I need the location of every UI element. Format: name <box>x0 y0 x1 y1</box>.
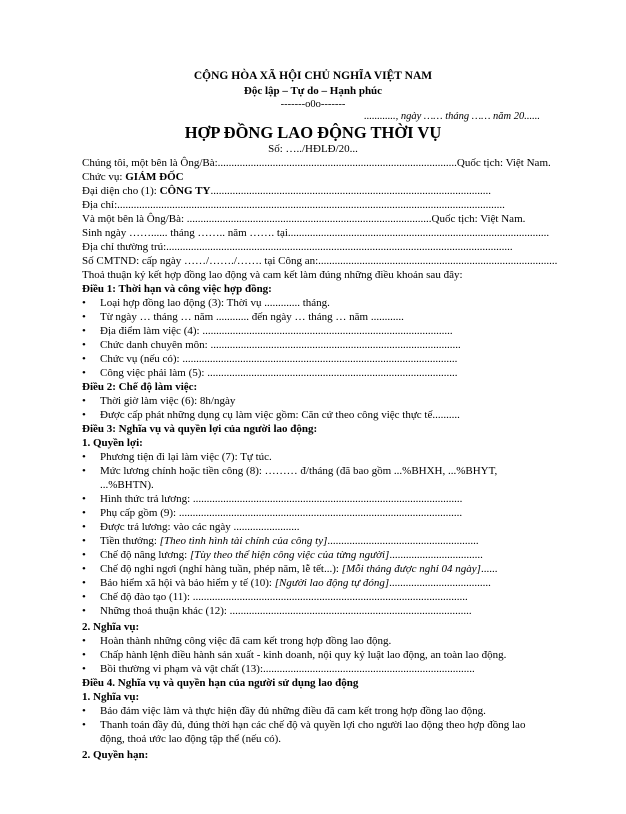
list-item: • Bảo đảm việc làm và thực hiện đầy đủ những điều đã cam kết trong hợp đồng lao động. <box>100 704 486 718</box>
rights-heading: 1. Quyền lợi: <box>82 437 143 449</box>
insurance-dots: ..................................... <box>389 577 491 589</box>
list-item: • Từ ngày … tháng … năm ............ đến ngày … tháng … năm ............ <box>100 310 404 324</box>
bonus-label: Tiền thưởng: <box>100 535 160 547</box>
article-2-heading: Điều 2: Chế độ làm việc: <box>82 381 198 393</box>
article-4-heading: Điều 4. Nghĩa vụ và quyền hạn của người sử dụng lao động <box>82 677 359 689</box>
list-item: • Hình thức trả lương: .................................................................................................. <box>100 492 462 506</box>
leave-dots: ...... <box>480 563 498 575</box>
representative-label: Đại diện cho (1): <box>82 185 160 197</box>
residence-line: Địa chỉ thường trú:.............................................................................................................................. <box>82 241 513 253</box>
contract-title: HỢP ĐỒNG LAO ĐỘNG THỜI VỤ <box>184 123 442 142</box>
list-item: • Chế độ đào tạo (11): .................................................................................................... <box>100 590 468 604</box>
representative-dots: ...................................................................................................... <box>210 185 491 197</box>
article-3-heading: Điều 3: Nghĩa vụ và quyền lợi của người lao động: <box>82 423 318 435</box>
salary-continuation: ...%BHTN). <box>100 479 154 491</box>
article-1-heading: Điều 1: Thời hạn và công việc hợp đồng: <box>82 283 272 295</box>
bonus-note: [Theo tình hình tài chính của công ty] <box>159 535 328 547</box>
list-item: • Thời giờ làm việc (6): 8h/ngày <box>100 394 235 408</box>
list-item: • Công việc phải làm (5): ........................................................................................... <box>100 366 457 380</box>
list-item: • Chấp hành lệnh điều hành sản xuất - kinh doanh, nội quy kỷ luật lao động, an toàn lao động. <box>100 648 506 662</box>
employer-duties-heading: 1. Nghĩa vụ: <box>82 691 140 703</box>
list-item: • Phương tiện đi lại làm việc (7): Tự túc. <box>100 450 272 464</box>
list-item: • Mức lương chính hoặc tiền công (8): ……… đ/tháng (đã bao gồm ...%BHXH, ...%BHYT, <box>100 464 497 478</box>
raise-dots: .................................. <box>389 549 483 561</box>
contract-number: Số: …../HĐLĐ/20... <box>268 143 358 155</box>
representative-value: CÔNG TY <box>159 185 211 197</box>
list-item: • Chức vụ (nếu có): .................................................................................................... <box>100 352 457 366</box>
date-line: ............, ngày …… tháng …… năm 20...... <box>364 111 540 122</box>
nation-title: CỘNG HÒA XÃ HỘI CHỦ NGHĨA VIỆT NAM <box>193 70 433 82</box>
list-item: • Bồi thường vi phạm và vật chất (13):............................................................................. <box>100 662 475 676</box>
list-item <box>100 562 497 576</box>
list-item: • Chức danh chuyên môn: ........................................................................................... <box>100 338 461 352</box>
bonus-dots: ....................................................... <box>327 535 479 547</box>
payment-continuation: động, thoả ước lao động tập thể (nếu có). <box>100 733 282 745</box>
position-line <box>82 170 184 184</box>
leave-note: [Mỗi tháng được nghỉ 04 ngày] <box>341 563 481 575</box>
id-card-line: Số CMTND: cấp ngày ……/……./……. tại Công an:....................................................................................... <box>82 255 558 267</box>
list-item <box>100 534 479 548</box>
representative-line <box>82 184 491 198</box>
duties-heading: 2. Nghĩa vụ: <box>82 621 140 633</box>
insurance-note: [Người lao động tự đóng] <box>274 577 390 589</box>
list-item: • Địa điểm làm việc (4): ........................................................................................... <box>100 324 453 338</box>
insurance-label: Bảo hiểm xã hội và bảo hiểm y tế (10): <box>100 577 275 589</box>
position-value: GIÁM ĐỐC <box>125 171 184 183</box>
list-item: • Phụ cấp gồm (9): ....................................................................................................... <box>100 506 462 520</box>
list-item: • Thanh toán đầy đủ, đúng thời hạn các chế độ và quyền lợi cho người lao động theo hợp đồng lao <box>100 718 525 732</box>
address-line: Địa chỉ:............................................................................................................................................. <box>82 199 505 211</box>
list-item: • Được cấp phát những dụng cụ làm việc gồm: Căn cứ theo công việc thực tế.......... <box>100 408 460 422</box>
raise-note: [Tùy theo thể hiện công việc của từng người] <box>190 549 390 561</box>
party-b-line: Và một bên là Ông/Bà: .........................................................................................Quốc tịch: Việt Nam. <box>82 213 526 225</box>
list-item: • Loại hợp đồng lao động (3): Thời vụ ............. tháng. <box>100 296 330 310</box>
list-item: • Những thoả thuận khác (12): ........................................................................................ <box>100 604 472 618</box>
party-a-line: Chúng tôi, một bên là Ông/Bà:.......................................................................................Quốc tịch: Việt Nam. <box>82 157 551 169</box>
header-separator: -------o0o------- <box>280 99 346 110</box>
list-item <box>100 548 483 562</box>
list-item <box>100 576 491 590</box>
birth-line: Sinh ngày ……...... tháng …….. năm ……. tại............................................................................................... <box>82 227 550 239</box>
raise-label: Chế độ nâng lương: <box>100 549 190 561</box>
employer-rights-heading: 2. Quyền hạn: <box>82 749 149 761</box>
list-item: • Được trả lương: vào các ngày ........................ <box>100 520 300 534</box>
agreement-line: Thoả thuận ký kết hợp đồng lao động và cam kết làm đúng những điều khoản sau đây: <box>82 269 463 281</box>
national-motto: Độc lập – Tự do – Hạnh phúc <box>243 85 383 97</box>
position-label: Chức vụ: <box>82 171 126 183</box>
list-item: • Hoàn thành những công việc đã cam kết trong hợp đồng lao động. <box>100 634 391 648</box>
leave-label: Chế độ nghỉ ngơi (nghỉ hàng tuần, phép năm, lễ tết...): <box>100 563 342 575</box>
